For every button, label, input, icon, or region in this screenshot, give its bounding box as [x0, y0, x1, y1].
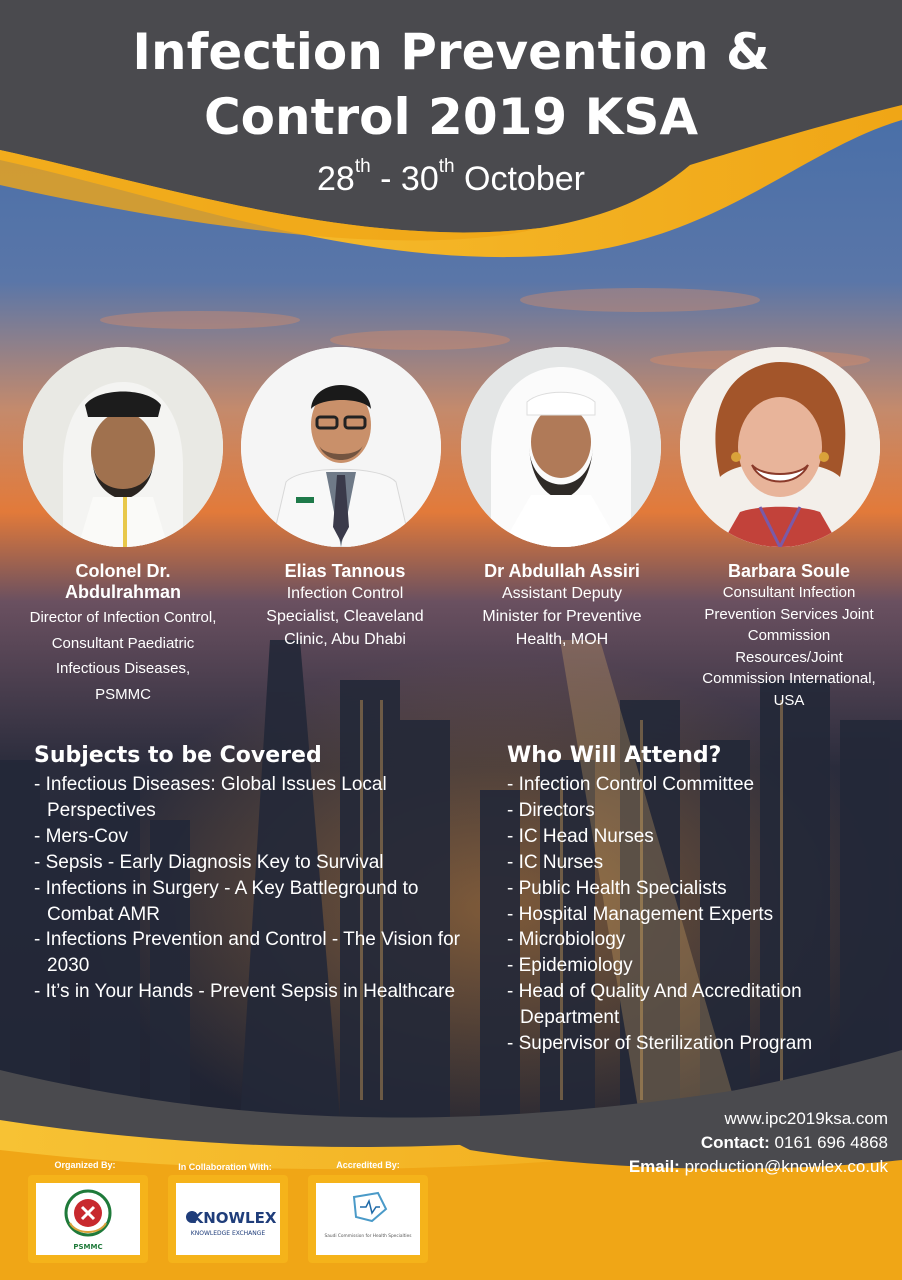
knowlex-tagline: KNOWLEDGE EXCHANGE — [190, 1230, 266, 1237]
subjects-heading: Subjects to be Covered — [34, 743, 322, 768]
speaker-card-tannous — [242, 561, 448, 651]
list-item: - Mers-Cov — [34, 825, 128, 847]
scfhs-logo — [308, 1175, 428, 1263]
list-item: - Public Health Specialists — [507, 877, 727, 899]
knowlex-logo — [168, 1175, 288, 1263]
speaker-role-line: Resources/Joint — [735, 648, 843, 666]
list-item: - Supervisor of Sterilization Program — [507, 1033, 813, 1055]
date-suffix-start: th — [354, 156, 371, 177]
list-item: - Directors — [507, 799, 595, 821]
speaker-role-line: Assistant Deputy — [501, 585, 623, 602]
accredited-by-label: Accredited By: — [336, 1160, 400, 1170]
speaker-name: Barbara Soule — [727, 561, 851, 581]
speaker-name-line2: Abdulrahman — [64, 582, 181, 602]
list-item: - Head of Quality And Accreditation Department — [507, 981, 802, 1029]
speaker-card-soule — [680, 561, 898, 711]
attendees-heading: Who Will Attend? — [507, 743, 722, 768]
collaboration-label: In Collaboration With: — [178, 1162, 272, 1172]
psmmc-text: PSMMC — [73, 1243, 103, 1251]
speaker-role-line: Consultant Infection — [722, 584, 856, 601]
contact-block — [629, 1107, 888, 1179]
speaker-photo-assiri — [461, 347, 661, 547]
date-end: 30 — [400, 160, 439, 198]
list-item: - IC Head Nurses — [507, 825, 654, 847]
contact-email[interactable]: production@knowlex.co.uk — [679, 1157, 888, 1176]
date-month: October — [454, 160, 585, 198]
speaker-name: Dr Abdullah Assiri — [484, 561, 640, 581]
organized-by-label: Organized By: — [54, 1160, 116, 1170]
date-separator: - — [370, 160, 401, 198]
speaker-photo-abdulrahman — [23, 347, 223, 547]
list-item: - Microbiology — [507, 929, 626, 951]
speaker-role-line: Commission International, — [702, 670, 876, 687]
scfhs-text: Saudi Commission for Health Specialties — [324, 1234, 412, 1239]
date-start: 28 — [317, 160, 355, 198]
speaker-role-line: PSMMC — [95, 685, 151, 703]
speaker-role-line: Minister for Preventive — [482, 608, 642, 625]
event-title-line2: Control 2019 KSA — [203, 88, 699, 146]
speaker-role-line: Commission — [747, 627, 831, 644]
contact-label: Contact: — [700, 1133, 770, 1152]
date-suffix-end: th — [438, 156, 455, 177]
psmmc-logo — [28, 1175, 148, 1263]
speaker-role-line: Specialist, Cleaveland — [266, 608, 424, 625]
list-item: - Sepsis - Early Diagnosis Key to Survival — [34, 851, 384, 873]
speaker-photo-soule — [680, 347, 880, 547]
speaker-card-abdulrahman — [8, 561, 238, 705]
attendees-list — [507, 772, 892, 1057]
speaker-role-line: Prevention Services Joint — [704, 605, 874, 623]
speaker-role-line: Health, MOH — [515, 631, 609, 648]
email-label: Email: — [628, 1157, 680, 1176]
knowlex-name: KNOWLEX — [191, 1209, 277, 1227]
speaker-card-assiri — [458, 561, 666, 651]
list-item: - IC Nurses — [507, 851, 604, 873]
speaker-role-line: USA — [773, 691, 805, 709]
list-item: - Infectious Diseases: Global Issues Local Perspectives — [34, 774, 387, 821]
speaker-role-line: Consultant Paediatric — [51, 634, 195, 652]
list-item: - Infections Prevention and Control - The Vision for 2030 — [34, 929, 460, 977]
list-item: - Epidemiology — [507, 955, 633, 977]
contact-phone[interactable]: 0161 696 4868 — [769, 1133, 888, 1152]
list-item: - It’s in Your Hands - Prevent Sepsis in Healthcare — [34, 981, 456, 1003]
list-item: - Infection Control Committee — [507, 774, 755, 795]
speaker-role-line: Infection Control — [286, 585, 404, 602]
speaker-name: Elias Tannous — [284, 561, 406, 581]
speaker-role-line: Clinic, Abu Dhabi — [284, 631, 406, 648]
speaker-role-line: Director of Infection Control, — [29, 609, 217, 626]
list-item: - Infections in Surgery - A Key Battleground to Combat AMR — [34, 877, 419, 925]
subjects-list — [34, 772, 464, 1005]
event-dates — [0, 156, 902, 199]
speaker-role-line: Infectious Diseases, — [55, 660, 191, 677]
website-link[interactable]: www.ipc2019ksa.com — [724, 1109, 888, 1128]
event-title-line1: Infection Prevention & — [132, 23, 770, 81]
list-item: - Hospital Management Experts — [507, 903, 774, 925]
speaker-name-line1: Colonel Dr. — [75, 561, 171, 581]
speaker-photo-tannous — [241, 347, 441, 547]
